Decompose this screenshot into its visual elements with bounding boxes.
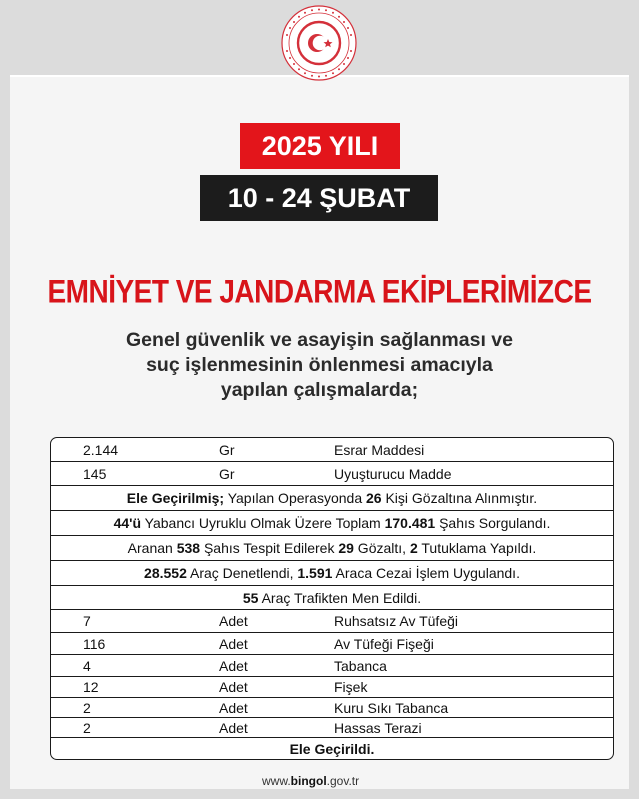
unit-cell: Adet: [219, 699, 248, 716]
intro-line: suç işlenmesinin önlenmesi amacıyla: [146, 354, 493, 376]
item-cell: Esrar Maddesi: [334, 441, 425, 458]
table-row: [51, 655, 613, 677]
item-cell: Hassas Terazi: [334, 719, 422, 736]
intro-line: Genel güvenlik ve asayişin sağlanması ve: [126, 329, 513, 351]
summary-row: [51, 561, 613, 586]
quantity-cell: 2: [83, 719, 91, 736]
year-badge: 2025 YILI: [240, 123, 400, 169]
summary-row: [51, 511, 613, 536]
date-badge: 10 - 24 ŞUBAT: [200, 175, 438, 221]
item-cell: Av Tüfeği Fişeği: [334, 635, 434, 652]
summary-row: [51, 536, 613, 561]
quantity-cell: 116: [83, 635, 106, 652]
table-row: [51, 698, 613, 718]
unit-cell: Adet: [219, 657, 248, 674]
quantity-cell: 7: [83, 613, 91, 629]
unit-cell: Gr: [219, 465, 235, 482]
table-footer-text: Ele Geçirildi.: [289, 741, 375, 757]
summary-text: 28.552 Araç Denetlendi, 1.591 Araca Cezai İşlem Uygulandı.: [144, 565, 520, 581]
headline: EMNİYET VE JANDARMA EKİPLERİMİZCE: [47, 273, 592, 310]
table-row: [51, 610, 613, 633]
ministry-emblem-icon: [280, 4, 358, 82]
intro-line: yapılan çalışmalarda;: [220, 379, 419, 401]
summary-text: 44'ü Yabancı Uyruklu Olmak Üzere Toplam 170.481 Şahıs Sorgulandı.: [113, 515, 551, 531]
website-url[interactable]: www.bingol.gov.tr: [262, 774, 360, 788]
table-row: [51, 677, 613, 698]
intro-text: [60, 328, 579, 403]
table-row: [51, 633, 613, 655]
quantity-cell: 4: [83, 657, 91, 674]
table-row: [51, 438, 613, 462]
quantity-cell: 2.144: [83, 441, 119, 458]
unit-cell: Adet: [219, 635, 248, 652]
summary-text: 55 Araç Trafikten Men Edildi.: [242, 589, 422, 606]
unit-cell: Gr: [219, 441, 235, 458]
item-cell: Fişek: [334, 679, 368, 695]
table-row: [51, 462, 613, 486]
unit-cell: Adet: [219, 613, 248, 629]
item-cell: Ruhsatsız Av Tüfeği: [334, 613, 458, 629]
summary-row: [51, 486, 613, 511]
table-footer-row: [51, 738, 613, 760]
summary-text: Aranan 538 Şahıs Tespit Edilerek 29 Gözaltı, 2 Tutuklama Yapıldı.: [127, 540, 537, 556]
table-row: [51, 718, 613, 738]
summary-text: Ele Geçirilmiş; Yapılan Operasyonda 26 Kişi Gözaltına Alınmıştır.: [126, 490, 538, 506]
quantity-cell: 2: [83, 699, 91, 716]
summary-row: [51, 586, 613, 610]
item-cell: Kuru Sıkı Tabanca: [334, 699, 449, 716]
item-cell: Uyuşturucu Madde: [334, 465, 452, 482]
unit-cell: Adet: [219, 679, 248, 695]
statistics-table: [50, 437, 614, 760]
quantity-cell: 145: [83, 465, 107, 482]
quantity-cell: 12: [83, 679, 99, 695]
item-cell: Tabanca: [334, 657, 387, 674]
unit-cell: Adet: [219, 719, 248, 736]
